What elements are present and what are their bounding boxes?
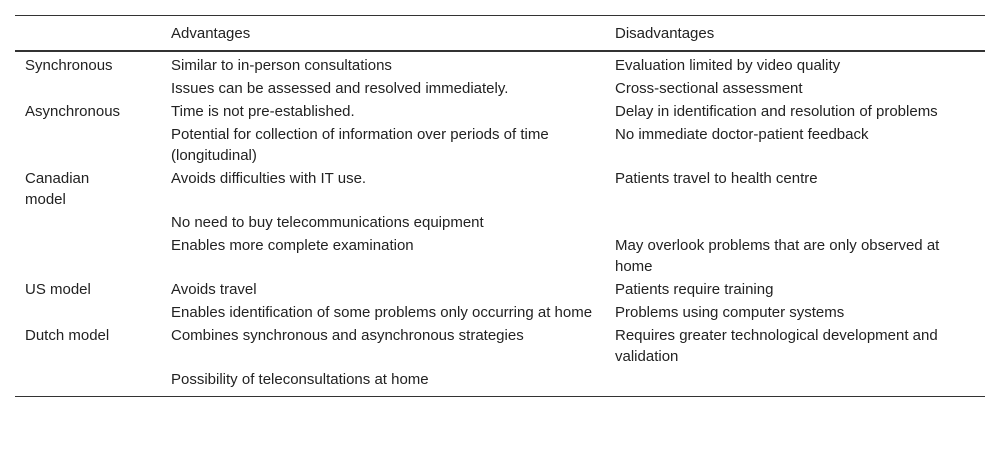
table-row [15, 301, 985, 324]
cell-disadvantage: Requires greater technological development and validation [615, 327, 938, 365]
cell-advantage: Enables more complete examination [171, 237, 414, 254]
cell-disadvantage: Delay in identification and resolution of problems [615, 103, 938, 120]
cell-disadvantage: No immediate doctor-patient feedback [615, 126, 869, 143]
table-row [15, 51, 985, 77]
header-row [15, 16, 985, 52]
table-row [15, 234, 985, 278]
comparison-table-container [15, 15, 985, 397]
table-row [15, 278, 985, 301]
cell-disadvantage: Patients travel to health centre [615, 170, 818, 187]
cell-advantage: Possibility of teleconsultations at home [171, 371, 429, 388]
cell-disadvantage: Patients require training [615, 281, 774, 298]
cell-model: Synchronous [25, 57, 113, 74]
table-body [15, 51, 985, 397]
cell-advantage: Potential for collection of information over periods of time (longitudinal) [171, 126, 549, 164]
table-row [15, 77, 985, 100]
comparison-table [15, 15, 985, 397]
cell-model [15, 77, 161, 100]
cell-model [15, 234, 161, 278]
table-row [15, 100, 985, 123]
cell-advantage: Avoids travel [171, 281, 257, 298]
header-model [15, 16, 161, 52]
table-row [15, 211, 985, 234]
cell-model: Asynchronous [25, 103, 121, 120]
table-row [15, 167, 985, 211]
cell-advantage: Issues can be assessed and resolved immediately. [171, 80, 509, 97]
cell-model [15, 123, 161, 167]
cell-model: Dutch model [25, 327, 110, 344]
cell-advantage: Combines synchronous and asynchronous strategies [171, 327, 524, 344]
table-row [15, 368, 985, 397]
cell-disadvantage: May overlook problems that are only observed at home [615, 237, 940, 275]
cell-disadvantage: Cross-sectional assessment [615, 80, 803, 97]
cell-disadvantage [605, 368, 985, 397]
cell-disadvantage: Problems using computer systems [615, 304, 845, 321]
table-header [15, 16, 985, 52]
cell-advantage: Avoids difficulties with IT use. [171, 170, 367, 187]
header-disadvantages: Disadvantages [615, 25, 715, 42]
cell-model: US model [25, 281, 91, 298]
cell-model [15, 368, 161, 397]
cell-model [15, 211, 161, 234]
table-row [15, 123, 985, 167]
table-row [15, 324, 985, 368]
cell-disadvantage: Evaluation limited by video quality [615, 57, 841, 74]
cell-advantage: Enables identification of some problems only occurring at home [171, 304, 593, 321]
cell-model: Canadian model [25, 170, 90, 208]
cell-advantage: No need to buy telecommunications equipment [171, 214, 484, 231]
header-advantages: Advantages [171, 25, 251, 42]
cell-disadvantage [605, 211, 985, 234]
cell-advantage: Time is not pre-established. [171, 103, 355, 120]
cell-advantage: Similar to in-person consultations [171, 57, 392, 74]
cell-model [15, 301, 161, 324]
